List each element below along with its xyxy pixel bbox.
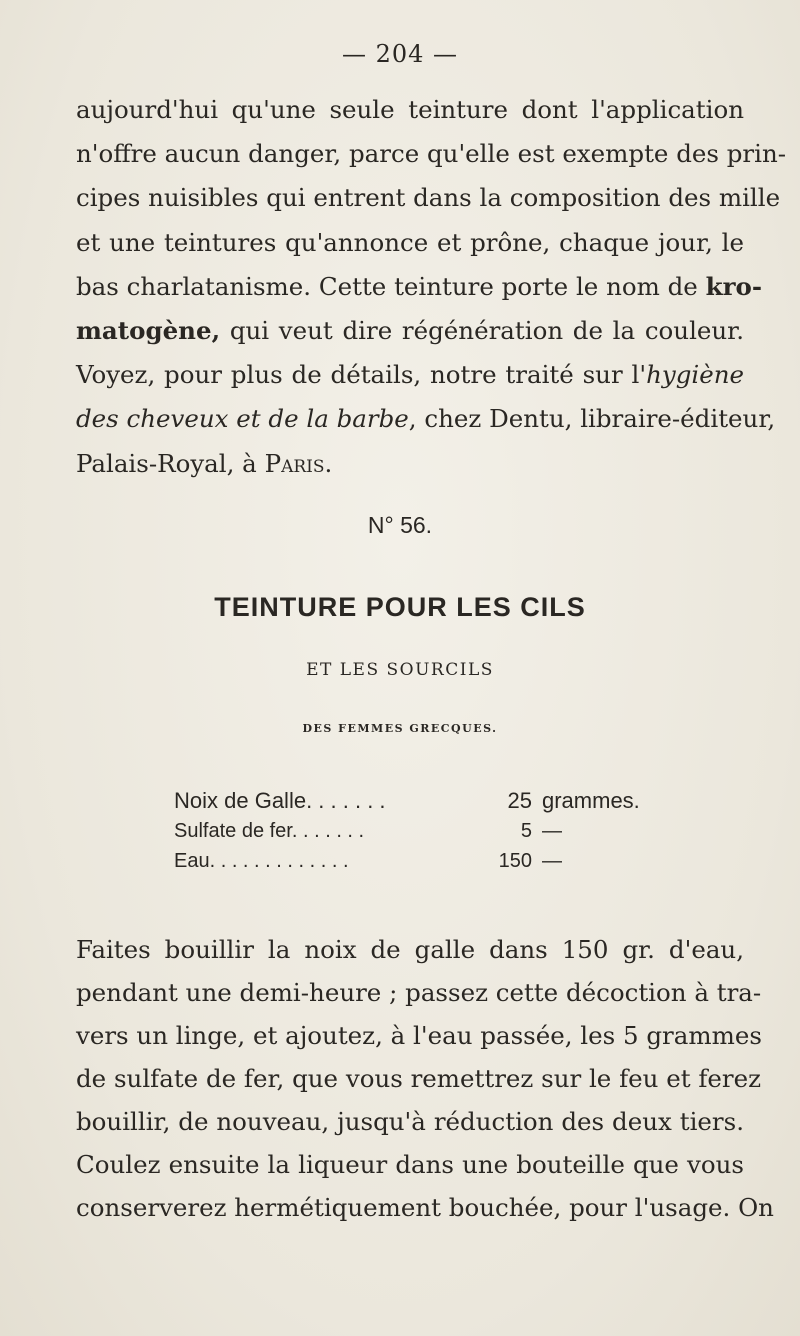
intro-line [76, 265, 762, 309]
ingredient-row [174, 786, 644, 816]
ingredient-row [174, 816, 644, 846]
ingredient-quantity: 150 [498, 850, 532, 872]
instructions-line: vers un linge, et ajoutez, à l'eau passée, les 5 grammes [76, 1021, 762, 1050]
intro-line: cipes nuisibles qui entrent dans la composition des mille [76, 183, 781, 213]
book-title-part1: hygiène [646, 360, 744, 390]
intro-line-text: Voyez, pour plus de détails, notre traité sur l' [76, 360, 647, 390]
instructions-line: de sulfate de fer, que vous remettrez sur le feu et ferez [76, 1064, 762, 1093]
intro-line-text: qui veut dire régénération de la couleur. [229, 316, 744, 346]
intro-line [76, 353, 744, 397]
recipe-subtitle-secondary: DES FEMMES GRECQUES. [302, 722, 498, 735]
ingredient-unit: — [542, 850, 562, 872]
ingredient-name: Noix de Galle. . . . . . . [174, 788, 386, 813]
instructions-line: conserverez hermétiquement bouchée, pour l'usage. On [76, 1193, 774, 1222]
page-number: — 204 — [341, 40, 459, 68]
intro-line [76, 442, 744, 486]
intro-line-text: Palais-Royal, à [76, 448, 257, 478]
ingredient-name: Eau. . . . . . . . . . . . . [174, 850, 349, 872]
instructions-paragraph [76, 928, 774, 1229]
recipe-title: TEINTURE POUR LES CILS [214, 592, 586, 622]
instructions-line: bouillir, de nouveau, jusqu'à réduction des deux tiers. [76, 1107, 744, 1136]
instructions-line: Faites bouillir la noix de galle dans 150 gr. d'eau, [76, 935, 744, 964]
recipe-subtitle: ET LES SOURCILS [306, 660, 494, 680]
kromatogene-word-part1: kro- [705, 271, 762, 301]
recipe-number: N° 56. [367, 512, 433, 538]
kromatogene-word-part2: matogène, [76, 316, 221, 346]
ingredient-unit: grammes. [542, 788, 640, 813]
ingredient-quantity: 5 [520, 820, 532, 842]
intro-line: aujourd'hui qu'une seule teinture dont l'application [76, 95, 744, 124]
ingredient-row [174, 846, 644, 876]
city-name: Paris. [264, 448, 333, 478]
ingredient-unit: — [542, 820, 562, 842]
ingredient-name: Sulfate de fer. . . . . . . [174, 820, 365, 842]
intro-line-text: , chez Dentu, libraire-éditeur, [408, 404, 776, 434]
intro-line: n'offre aucun danger, parce qu'elle est exempte des prin- [76, 139, 787, 169]
book-title-part2: des cheveux et de la barbe [76, 404, 409, 434]
intro-line [76, 397, 776, 441]
intro-paragraph [76, 88, 787, 486]
ingredient-quantity: 25 [507, 788, 532, 813]
ingredient-list [174, 786, 644, 876]
intro-line-text: bas charlatanisme. Cette teinture porte le nom de [76, 271, 698, 301]
instructions-line: Coulez ensuite la liqueur dans une bouteille que vous [76, 1150, 744, 1179]
intro-line [76, 309, 744, 353]
instructions-line: pendant une demi-heure ; passez cette décoction à tra- [76, 978, 762, 1007]
intro-line: et une teintures qu'annonce et prône, chaque jour, le [76, 227, 744, 257]
